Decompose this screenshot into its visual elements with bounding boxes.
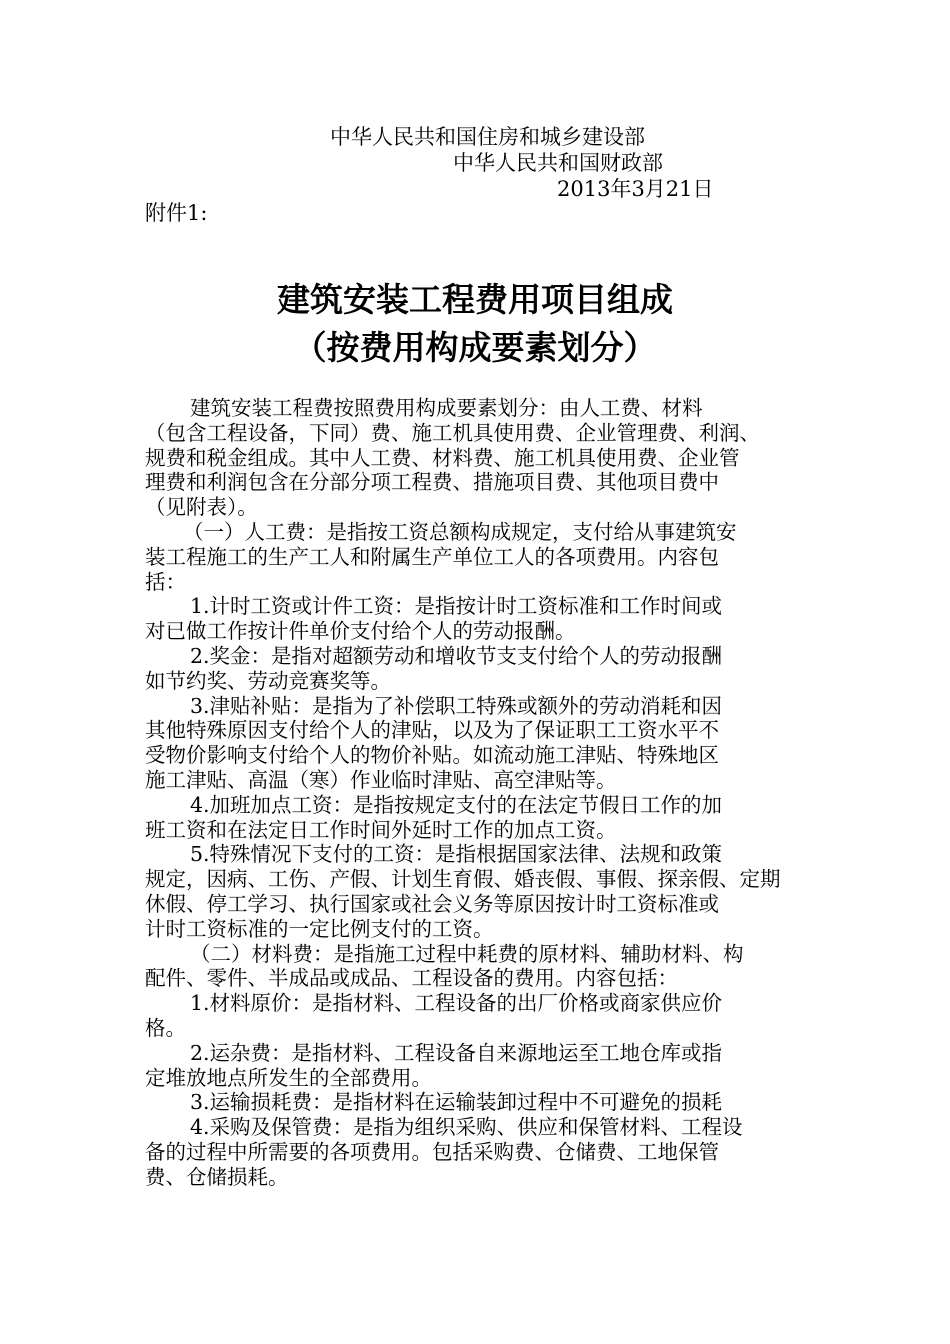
paragraph-line: 休假、停工学习、执行国家或社会义务等原因按计时工资标准或: [145, 891, 719, 916]
paragraph-line: 施工津贴、高温（寒）作业临时津贴、高空津贴等。: [145, 767, 617, 792]
paragraph-line: 规定，因病、工伤、产假、计划生育假、婚丧假、事假、探亲假、定期: [145, 867, 781, 892]
paragraph-line: （二）材料费：是指施工过程中耗费的原材料、辅助材料、构: [190, 941, 744, 966]
issuer-ministry-finance: 中华人民共和国财政部: [453, 151, 663, 175]
paragraph-line: 格。: [145, 1015, 186, 1040]
paragraph-material-2: [145, 1041, 807, 1091]
paragraph-labor-1: [145, 594, 807, 644]
paragraph-line: 班工资和在法定日工作时间外延时工作的加点工资。: [145, 817, 617, 842]
paragraph-labor: [145, 520, 807, 594]
paragraph-line: 配件、零件、半成品或成品、工程设备的费用。内容包括：: [145, 966, 678, 991]
paragraph-material-4: [145, 1115, 807, 1189]
paragraph-labor-4: [145, 793, 807, 843]
paragraph-line: 3.津贴补贴：是指为了补偿职工特殊或额外的劳动消耗和因: [190, 693, 723, 718]
paragraph-line: 1.材料原价：是指材料、工程设备的出厂价格或商家供应价: [190, 991, 723, 1016]
paragraph-material-1: [145, 991, 807, 1041]
paragraph-line: 理费和利润包含在分部分项工程费、措施项目费、其他项目费中: [145, 470, 719, 495]
paragraph-line: 装工程施工的生产工人和附属生产单位工人的各项费用。内容包: [145, 544, 719, 569]
paragraph-intro: [145, 396, 807, 520]
paragraph-labor-3: [145, 694, 807, 793]
document-body: [145, 396, 807, 1190]
paragraph-line: 其他特殊原因支付给个人的津贴，以及为了保证职工工资水平不: [145, 718, 719, 743]
paragraph-line: 4.加班加点工资：是指按规定支付的在法定节假日工作的加: [190, 792, 723, 817]
attachment-label: 附件1:: [145, 201, 208, 225]
paragraph-line: 括：: [145, 569, 186, 594]
paragraph-line: 3.运输损耗费：是指材料在运输装卸过程中不可避免的损耗: [190, 1090, 723, 1115]
paragraph-line: 费、仓储损耗。: [145, 1164, 289, 1189]
paragraph-line: 规费和税金组成。其中人工费、材料费、施工机具使用费、企业管: [145, 445, 740, 470]
paragraph-line: 4.采购及保管费：是指为组织采购、供应和保管材料、工程设: [190, 1115, 743, 1140]
paragraph-line: 建筑安装工程费按照费用构成要素划分：由人工费、材料: [190, 396, 703, 420]
document-subtitle: （按费用构成要素划分）: [293, 328, 657, 367]
paragraph-line: 1.计时工资或计件工资：是指按计时工资标准和工作时间或: [190, 594, 723, 619]
paragraph-material-3: [145, 1090, 807, 1115]
paragraph-line: 计时工资标准的一定比例支付的工资。: [145, 916, 494, 941]
document-title: 建筑安装工程费用项目组成: [277, 280, 673, 319]
paragraph-line: 定堆放地点所发生的全部费用。: [145, 1065, 432, 1090]
paragraph-line: 对已做工作按计件单价支付给个人的劳动报酬。: [145, 619, 576, 644]
paragraph-material: [145, 942, 807, 992]
paragraph-line: （见附表）。: [145, 495, 258, 520]
paragraph-line: 受物价影响支付给个人的物价补贴。如流动施工津贴、特殊地区: [145, 743, 719, 768]
paragraph-line: （一）人工费：是指按工资总额构成规定，支付给从事建筑安: [183, 519, 737, 544]
paragraph-line: 2.奖金：是指对超额劳动和增收节支支付给个人的劳动报酬: [190, 643, 723, 668]
paragraph-labor-5: [145, 842, 807, 941]
issue-date: 2013年3月21日: [557, 177, 714, 201]
paragraph-line: （包含工程设备，下同）费、施工机具使用费、企业管理费、利润、: [145, 420, 760, 445]
paragraph-labor-2: [145, 644, 807, 694]
paragraph-line: 5.特殊情况下支付的工资：是指根据国家法律、法规和政策: [190, 842, 723, 867]
paragraph-line: 2.运杂费：是指材料、工程设备自来源地运至工地仓库或指: [190, 1040, 723, 1065]
issuer-ministry-housing: 中华人民共和国住房和城乡建设部: [330, 125, 645, 149]
paragraph-line: 如节约奖、劳动竞赛奖等。: [145, 668, 391, 693]
paragraph-line: 备的过程中所需要的各项费用。包括采购费、仓储费、工地保管: [145, 1139, 719, 1164]
